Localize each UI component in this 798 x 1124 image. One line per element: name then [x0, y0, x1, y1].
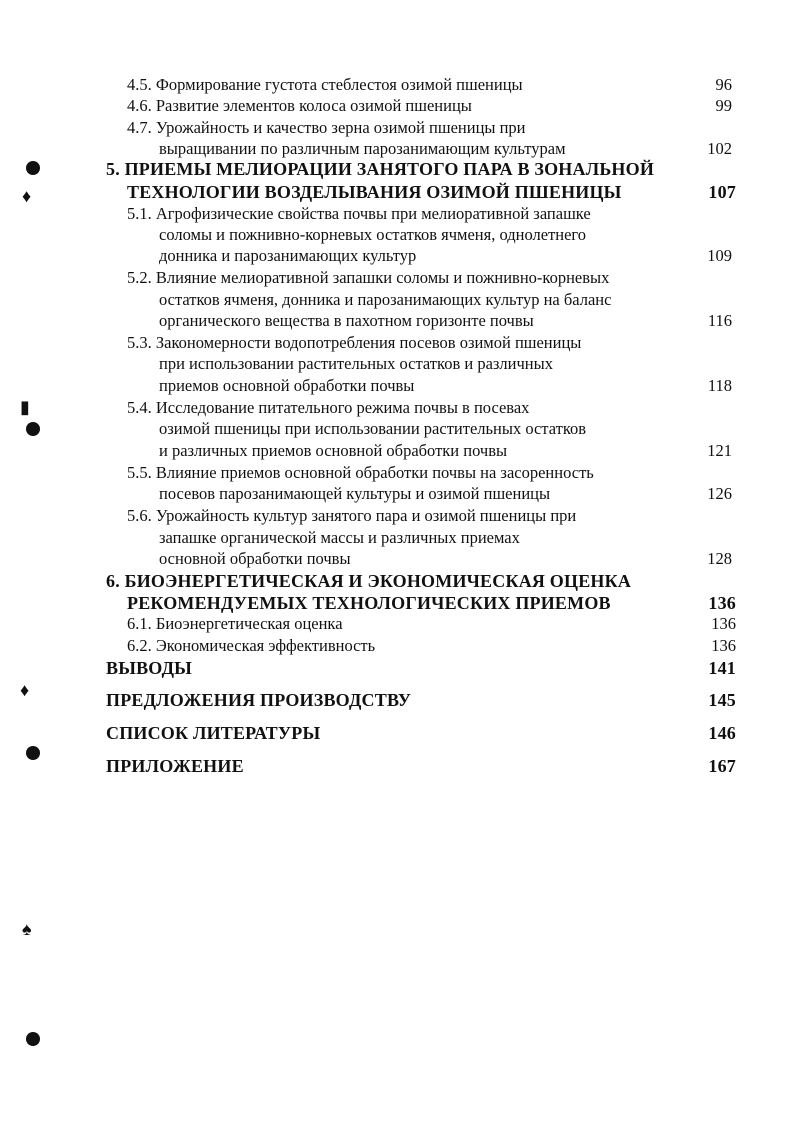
toc-chapter-6-cont: РЕКОМЕНДУЕМЫХ ТЕХНОЛОГИЧЕСКИХ ПРИЕМОВ — [127, 593, 611, 613]
toc-page-number: 167 — [708, 756, 736, 776]
toc-entry-4-6: 4.6. Развитие элементов колоса озимой пшеницы — [127, 96, 472, 115]
toc-page-number: 116 — [707, 311, 732, 330]
toc-page-number: 136 — [711, 636, 736, 655]
toc-page-number: 145 — [708, 690, 736, 710]
toc-references: СПИСОК ЛИТЕРАТУРЫ — [106, 723, 321, 743]
toc-entry-5-5: 5.5. Влияние приемов основной обработки почвы на засоренность — [127, 463, 594, 482]
toc-proposals: ПРЕДЛОЖЕНИЯ ПРОИЗВОДСТВУ — [106, 690, 412, 710]
toc-page-number: 99 — [715, 96, 732, 115]
toc-page-number: 141 — [708, 658, 736, 678]
toc-page-number: 109 — [707, 246, 732, 265]
scan-mark: ▮ — [20, 397, 30, 417]
toc-appendix: ПРИЛОЖЕНИЕ — [106, 756, 244, 776]
toc-entry-5-3: 5.3. Закономерности водопотребления посевов озимой пшеницы — [127, 333, 582, 352]
toc-page-number: 121 — [707, 441, 732, 460]
scan-mark: ♦ — [22, 186, 32, 206]
toc-chapter-5: 5. ПРИЕМЫ МЕЛИОРАЦИИ ЗАНЯТОГО ПАРА В ЗОНАЛЬНОЙ — [106, 159, 655, 179]
scan-mark: ♠ — [22, 919, 32, 939]
toc-entry-5-6: 5.6. Урожайность культур занятого пара и озимой пшеницы при — [127, 506, 577, 525]
punch-hole — [26, 161, 40, 175]
toc-entry-6-2: 6.2. Экономическая эффективность — [127, 636, 376, 655]
toc-entry-5-5-cont: посевов парозанимающей культуры и озимой пшеницы — [159, 484, 551, 503]
toc-entry-5-3-cont: при использовании растительных остатков и различных — [159, 354, 553, 373]
toc-page-number: 107 — [708, 182, 736, 202]
toc-entry-5-6-cont: запашке органической массы и различных приемах — [159, 528, 520, 547]
toc-page-number: 128 — [707, 549, 732, 568]
toc-page-number: 146 — [708, 723, 736, 743]
toc-entry-5-1-cont: соломы и пожнивно-корневых остатков ячменя, однолетнего — [159, 225, 587, 244]
toc-entry-5-4: 5.4. Исследование питательного режима почвы в посевах — [127, 398, 530, 417]
toc-page-number: 136 — [711, 614, 736, 633]
toc-page-number: 102 — [707, 139, 732, 158]
toc-entry-6-1: 6.1. Биоэнергетическая оценка — [127, 614, 343, 633]
toc-chapter-5-cont: ТЕХНОЛОГИИ ВОЗДЕЛЫВАНИЯ ОЗИМОЙ ПШЕНИЦЫ — [127, 182, 622, 202]
toc-entry-5-1: 5.1. Агрофизические свойства почвы при мелиоративной запашке — [127, 204, 591, 223]
punch-hole — [26, 746, 40, 760]
toc-entry-5-6-cont: основной обработки почвы — [159, 549, 351, 568]
toc-chapter-6: 6. БИОЭНЕРГЕТИЧЕСКАЯ И ЭКОНОМИЧЕСКАЯ ОЦЕНКА — [106, 571, 632, 591]
toc-entry-5-3-cont: приемов основной обработки почвы — [159, 376, 415, 395]
toc-page-number: 96 — [715, 75, 732, 94]
toc-entry-4-7: 4.7. Урожайность и качество зерна озимой пшеницы при — [127, 118, 526, 137]
toc-entry-5-2-cont: органического вещества в пахотном горизонте почвы — [159, 311, 534, 330]
punch-hole — [26, 1032, 40, 1046]
toc-page-number: 136 — [708, 593, 736, 613]
toc-entry-4-5: 4.5. Формирование густота стеблестоя озимой пшеницы — [127, 75, 523, 94]
toc-page-number: 118 — [707, 376, 732, 395]
toc-page-number: 126 — [707, 484, 732, 503]
punch-hole — [26, 422, 40, 436]
toc-entry-5-2: 5.2. Влияние мелиоративной запашки соломы и пожнивно-корневых — [127, 268, 610, 287]
toc-conclusions: ВЫВОДЫ — [106, 658, 193, 678]
toc-entry-5-4-cont: и различных приемов основной обработки почвы — [159, 441, 508, 460]
scan-mark: ♦ — [20, 680, 30, 700]
toc-entry-5-4-cont: озимой пшеницы при использовании растительных остатков — [159, 419, 587, 438]
toc-entry-5-1-cont: донника и парозанимающих культур — [159, 246, 417, 265]
toc-entry-4-7-cont: выращивании по различным парозанимающим культурам — [159, 139, 566, 158]
toc-entry-5-2-cont: остатков ячменя, донника и парозанимающих культур на баланс — [159, 290, 612, 309]
